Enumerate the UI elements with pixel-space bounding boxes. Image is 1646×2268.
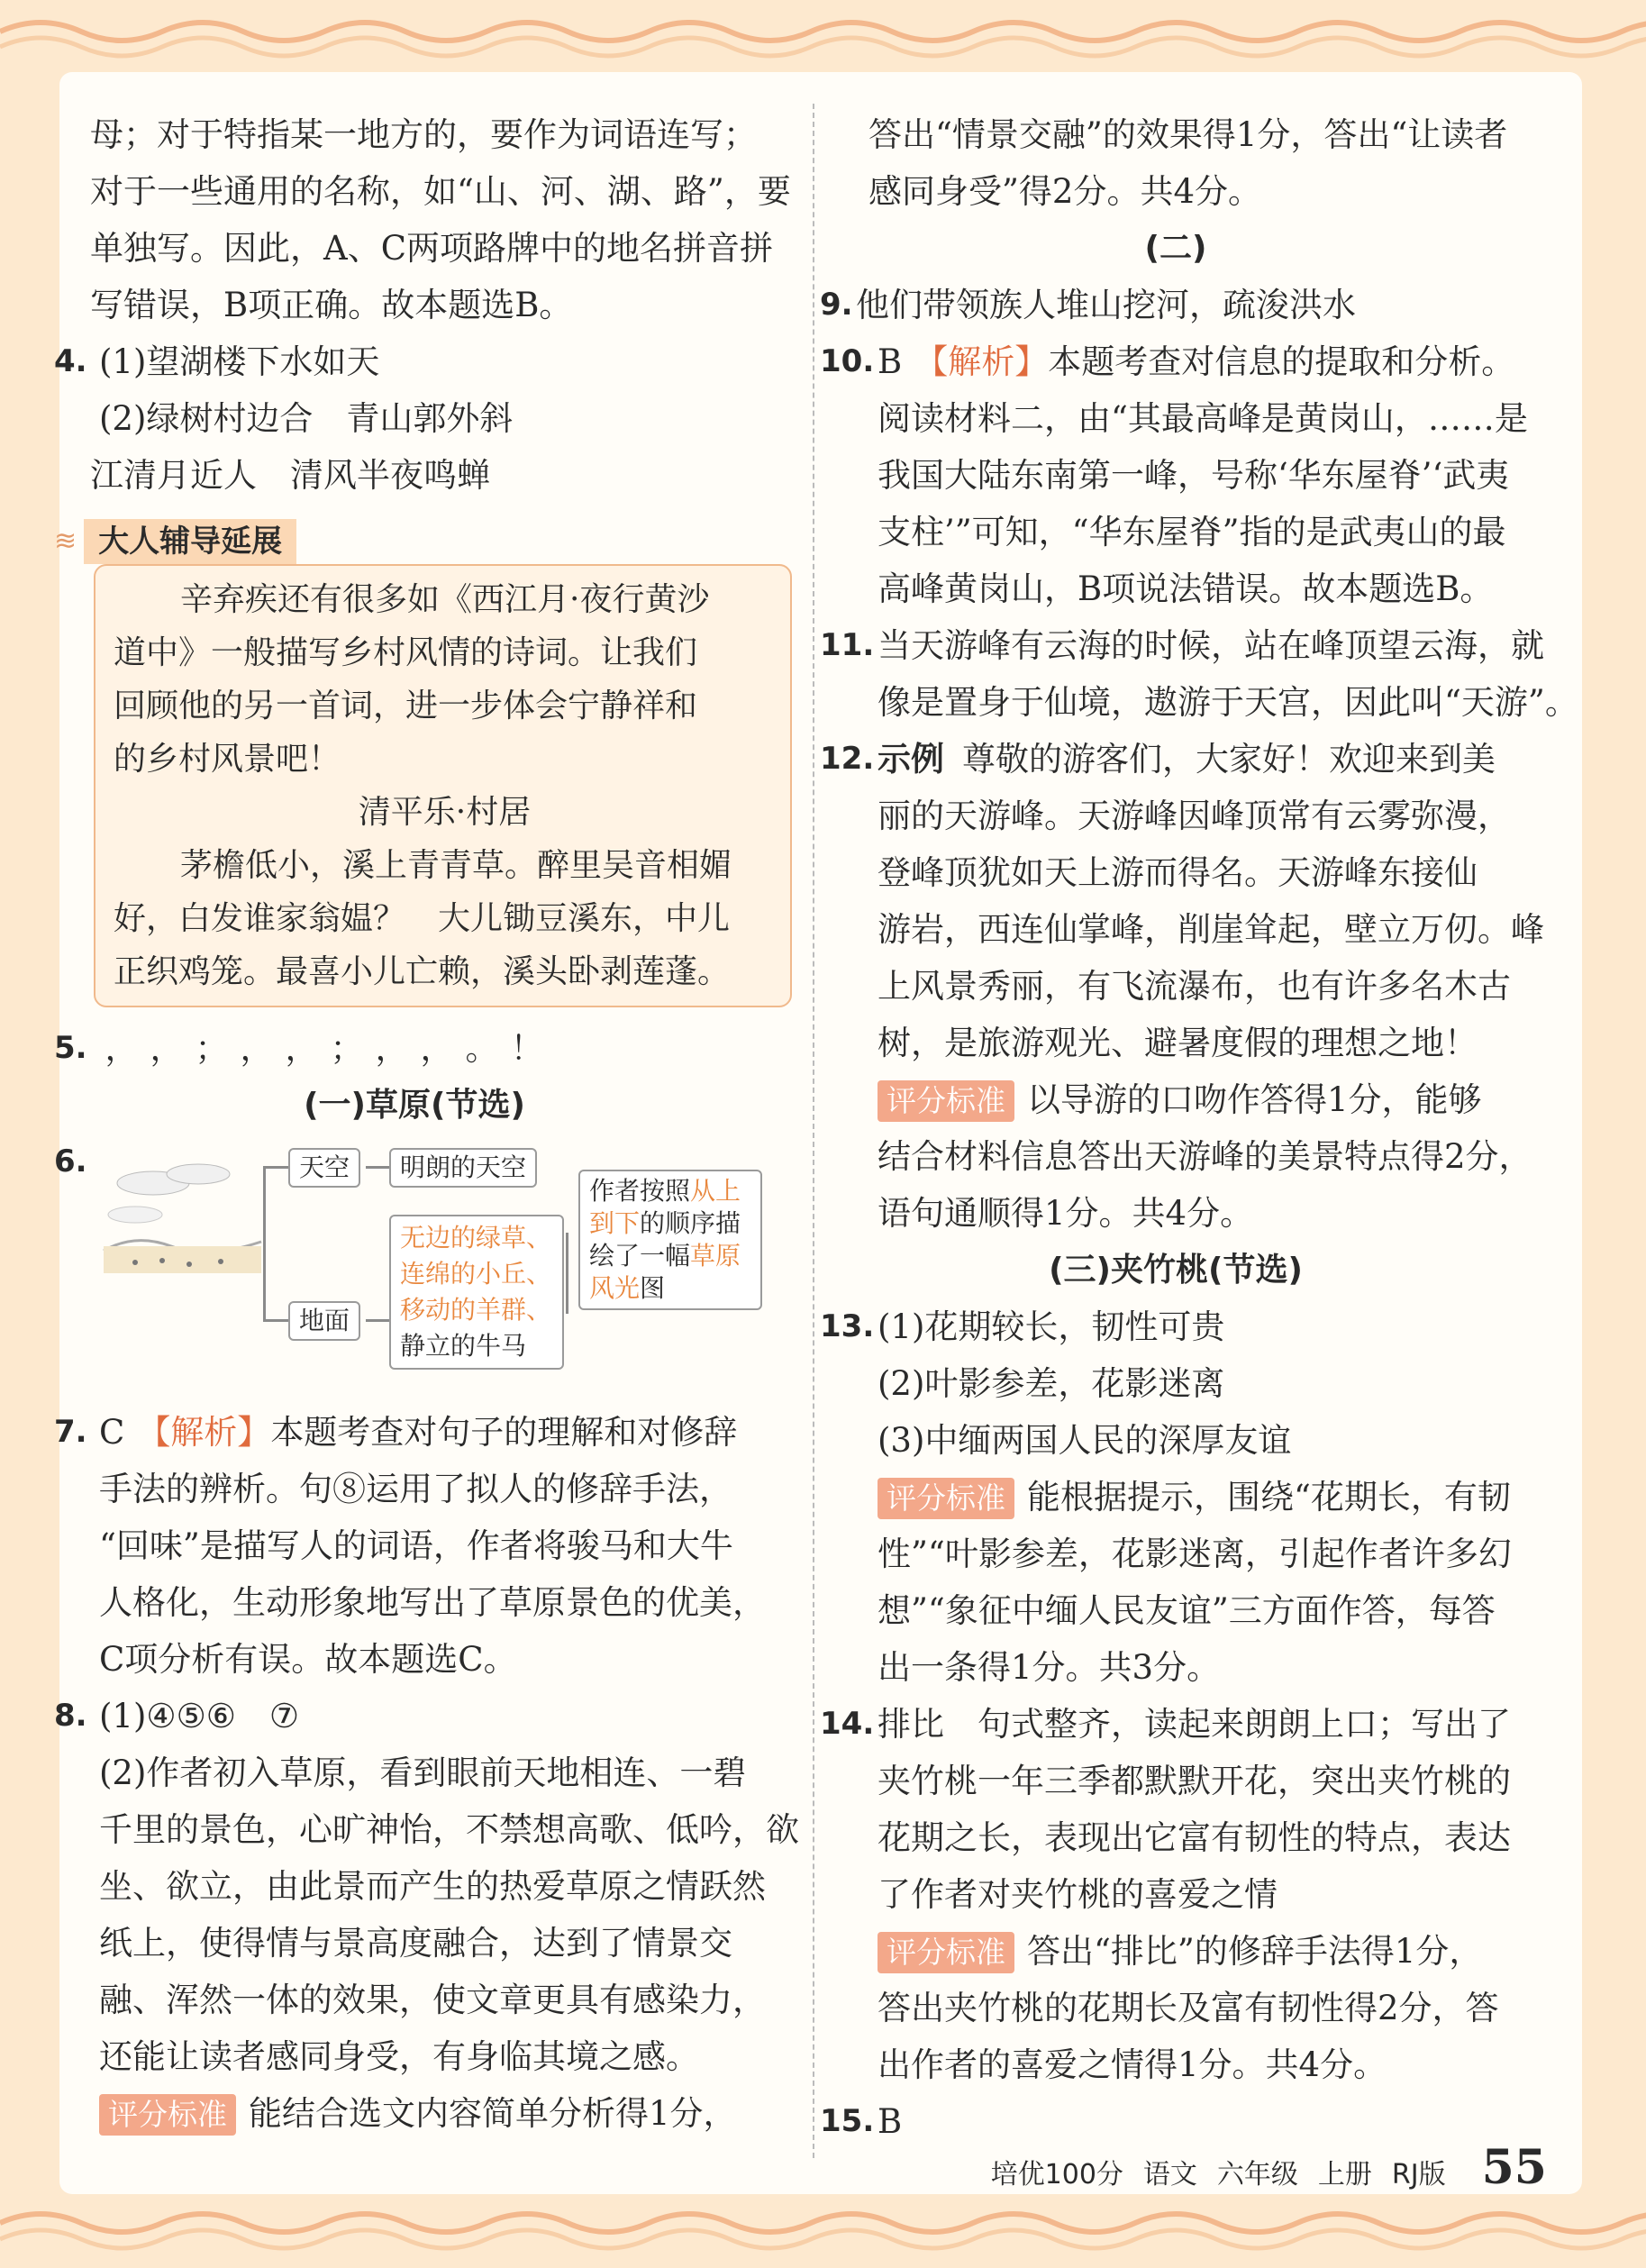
summary-highlight: 到下 [589, 1208, 641, 1238]
answer-line: (1)④⑤⑥ ⑦ [99, 1697, 300, 1735]
question-number: 4. [54, 343, 87, 379]
text-line: 辛弃疾还有很多如《西江月·夜行黄沙 [180, 581, 710, 618]
summary-text: 作者按照 [589, 1176, 691, 1206]
ground-item: 移动的羊群、 [400, 1295, 552, 1325]
question-number: 10. [820, 343, 875, 379]
page-number: 55 [1481, 2140, 1547, 2195]
text-line: 道中》一般描写乡村风情的诗词。让我们 [114, 634, 698, 671]
punctuation-mark: ， [375, 1029, 409, 1068]
poem-line: 茅檐低小，溪上青青草。醉里吴音相媚 [180, 847, 732, 884]
subject: 语文 [1142, 2159, 1197, 2191]
punctuation-mark: ， [240, 1029, 274, 1068]
question-7 [54, 1404, 775, 1688]
scoring-text: 能结合选文内容简单分析得1分， [249, 2094, 737, 2133]
summary-highlight: 从上 [690, 1176, 741, 1206]
section-title: (一)草原(节选) [304, 1087, 525, 1124]
question-number: 8. [54, 1698, 87, 1734]
text-line: 登峰顶犹如天上游而得名。天游峰东接仙 [878, 853, 1478, 892]
question-8 [54, 1688, 799, 2142]
answer-choice: B [878, 2102, 903, 2141]
volume: 上册 [1317, 2159, 1372, 2191]
question-number: 9. [820, 287, 853, 323]
ground-item: 连绵的小丘、 [400, 1259, 552, 1289]
text-line: 手法的辨析。句⑧运用了拟人的修辞手法， [99, 1470, 732, 1508]
text-line: 高峰黄岗山，B项说法错误。故本题选B。 [878, 569, 1494, 608]
question-5 [54, 1020, 775, 1077]
ground-item: 无边的绿草、 [400, 1223, 552, 1252]
answer-line: (3)中缅两国人民的深厚友谊 [878, 1421, 1292, 1460]
scoring-text: 以导游的口吻作答得1分，能够 [1027, 1080, 1482, 1119]
right-column [820, 106, 1578, 2150]
question-13 [820, 1298, 1532, 1696]
mind-map-diagram [99, 1134, 775, 1404]
summary-text: 的顺序描 [640, 1208, 741, 1238]
text-line: 还能让读者感同身受，有身临其境之感。 [99, 2037, 699, 2076]
analysis-tag: 【解析】 [137, 1413, 271, 1452]
poem-title: 清平乐·村居 [358, 794, 532, 831]
question-9 [820, 277, 1532, 333]
grade: 六年级 [1216, 2159, 1298, 2191]
scoring-badge: 评分标准 [878, 1080, 1014, 1122]
question-number: 13. [820, 1308, 875, 1344]
section-title: (三)夹竹桃(节选) [1049, 1252, 1303, 1289]
punctuation-mark: ！ [510, 1029, 544, 1068]
question-number: 11. [820, 627, 875, 663]
scoring-text: 答出夹竹桃的花期长及富有韧性得2分，答 [878, 1989, 1499, 2027]
text-line: 游岩，西连仙掌峰，削崖耸起，壁立万仞。峰 [878, 910, 1544, 949]
text-line: 像是置身于仙境，遨游于天宫，因此叫“天游”。 [878, 683, 1578, 722]
text-line: 尊敬的游客们，大家好！欢迎来到美 [962, 740, 1496, 779]
text-line: 人格化，生动形象地写出了草原景色的优美， [99, 1583, 766, 1622]
punctuation-mark: ， [150, 1029, 184, 1068]
book-title: 培优100分 [990, 2159, 1123, 2191]
text-line: 本题考查对句子的理解和对修辞 [270, 1413, 738, 1452]
answer-line: 他们带领族人堆山挖河，疏浚洪水 [856, 286, 1356, 324]
scoring-text: 能根据提示，围绕“花期长，有韧 [1027, 1478, 1511, 1517]
analysis-tag: 【解析】 [914, 342, 1049, 381]
text-line: 丽的天游峰。天游峰因峰顶常有云雾弥漫， [878, 797, 1511, 835]
extension-header [54, 513, 775, 569]
question-number: 5. [54, 1030, 87, 1066]
scoring-badge: 评分标准 [99, 2094, 236, 2136]
question-number: 6. [54, 1143, 87, 1180]
question-number: 12. [820, 741, 875, 777]
question-4 [54, 333, 775, 504]
text-line: 对于一些通用的名称，如“山、河、湖、路”，要 [90, 172, 791, 211]
scoring-badge: 评分标准 [878, 1478, 1014, 1519]
page-footer [971, 2140, 1547, 2195]
text-line: 阅读材料二，由“其最高峰是黄岗山，……是 [878, 399, 1528, 438]
sky-description: 明朗的天空 [389, 1148, 537, 1188]
section-title: (二) [1144, 230, 1207, 267]
scoring-text: 出作者的喜爱之情得1分。共4分。 [878, 2045, 1387, 2084]
scoring-text: 性”“叶影参差，花影迷离，引起作者许多幻 [878, 1535, 1512, 1573]
punctuation-mark: 。 [465, 1029, 499, 1068]
question-11 [820, 617, 1578, 731]
ground-items [389, 1215, 564, 1370]
text-line: 感同身受”得2分。共4分。 [868, 172, 1261, 211]
text-line: 母；对于特指某一地方的，要作为词语连写； [90, 115, 757, 154]
column-divider [813, 104, 814, 2158]
text-line: 了作者对夹竹桃的喜爱之情 [878, 1875, 1278, 1914]
extension-title: 大人辅导延展 [84, 519, 296, 564]
answer-line: 江清月近人 清风半夜鸣蝉 [90, 456, 490, 495]
punctuation-mark: ； [330, 1029, 364, 1068]
punctuation-mark: ， [420, 1029, 454, 1068]
sky-label: 天空 [288, 1148, 360, 1188]
answer-line: (1)花期较长，韧性可贵 [878, 1307, 1225, 1346]
ground-label: 地面 [288, 1301, 360, 1341]
question-10 [820, 333, 1532, 617]
answer-choice: B [878, 342, 903, 381]
punctuation-mark: ； [195, 1029, 229, 1068]
left-column [54, 106, 799, 2142]
example-label: 示例 [878, 740, 944, 779]
question-12 [820, 731, 1544, 1242]
scoring-text: 答出“排比”的修辞手法得1分， [1027, 1932, 1483, 1971]
text-line: 本题考查对信息的提取和分析。 [1048, 342, 1515, 381]
text-line: 的乡村风景吧！ [114, 741, 341, 778]
q3-continuation [54, 106, 791, 333]
text-line: 夹竹桃一年三季都默默开花，突出夹竹桃的 [878, 1762, 1511, 1800]
text-line: 我国大陆东南第一峰，号称‘华东屋脊’‘武夷 [878, 456, 1510, 495]
text-line: 纸上，使得情与景高度融合，达到了情景交 [99, 1924, 732, 1963]
text-line: “回味”是描写人的词语，作者将骏马和大牛 [99, 1526, 733, 1565]
grassland-illustration [99, 1147, 266, 1300]
summary-highlight: 草原 [690, 1241, 741, 1271]
text-line: (2)作者初入草原，看到眼前天地相连、一碧 [99, 1753, 747, 1792]
text-line: 当天游峰有云海的时候，站在峰顶望云海，就 [878, 626, 1544, 665]
text-line: 排比 句式整齐，读起来朗朗上口；写出了 [878, 1705, 1511, 1744]
text-line: 单独写。因此，A、C两项路牌中的地名拼音拼 [90, 229, 774, 268]
text-line: 坐、欲立，由此景而产生的热爱草原之情跃然 [99, 1867, 766, 1906]
text-line: 回顾他的另一首词，进一步体会宁静祥和 [114, 688, 698, 724]
summary-text: 图 [640, 1273, 666, 1303]
wave-icon: ≋ [54, 525, 77, 557]
answer-line: (2)叶影参差，花影迷离 [878, 1364, 1225, 1403]
question-number: 14. [820, 1706, 875, 1742]
question-number: 15. [820, 2103, 875, 2139]
edition: RJ版 [1391, 2159, 1446, 2191]
text-line: 答出“情景交融”的效果得1分，答出“让读者 [868, 115, 1508, 154]
text-line: 树，是旅游观光、避暑度假的理想之地！ [878, 1024, 1478, 1062]
scoring-badge: 评分标准 [878, 1932, 1014, 1973]
extension-box [94, 564, 792, 1007]
punctuation-mark: ， [105, 1029, 139, 1068]
poem-line: 正织鸡笼。最喜小儿亡赖，溪头卧剥莲蓬。 [114, 953, 731, 990]
question-6 [54, 1134, 775, 1404]
question-14 [820, 1696, 1532, 2093]
question-number: 7. [54, 1414, 87, 1450]
answer-choice: C [99, 1413, 125, 1452]
text-line: C项分析有误。故本题选C。 [99, 1640, 517, 1679]
poem-line: 好，白发谁家翁媪？ 大儿锄豆溪东，中儿 [114, 900, 731, 937]
text-line: 写错误，B项正确。故本题选B。 [90, 286, 573, 324]
text-line: 千里的景色，心旷神怡，不禁想高歌、低吟，欲 [99, 1810, 799, 1849]
text-line: 融、浑然一体的效果，使文章更具有感染力， [99, 1981, 766, 2019]
answer-line: (2)绿树村边合 青山郭外斜 [99, 399, 514, 438]
scoring-text: 想”“象征中缅人民友谊”三方面作答，每答 [878, 1591, 1496, 1630]
text-line: 支柱’”可知，“华东屋脊”指的是武夷山的最 [878, 513, 1506, 551]
diagram-summary [578, 1170, 762, 1310]
text-line: 上风景秀丽，有飞流瀑布，也有许多名木古 [878, 967, 1511, 1006]
scoring-text: 语句通顺得1分。共4分。 [878, 1194, 1254, 1233]
scoring-text: 结合材料信息答出天游峰的美景特点得2分， [878, 1137, 1532, 1176]
text-line: 花期之长，表现出它富有韧性的特点，表达 [878, 1818, 1511, 1857]
scoring-text: 出一条得1分。共3分。 [878, 1648, 1221, 1687]
punctuation-mark: ， [285, 1029, 319, 1068]
answer-line: (1)望湖楼下水如天 [99, 342, 380, 381]
summary-text: 绘了一幅 [589, 1241, 691, 1271]
summary-highlight: 风光 [589, 1273, 641, 1303]
ground-item: 静立的牛马 [400, 1331, 527, 1361]
